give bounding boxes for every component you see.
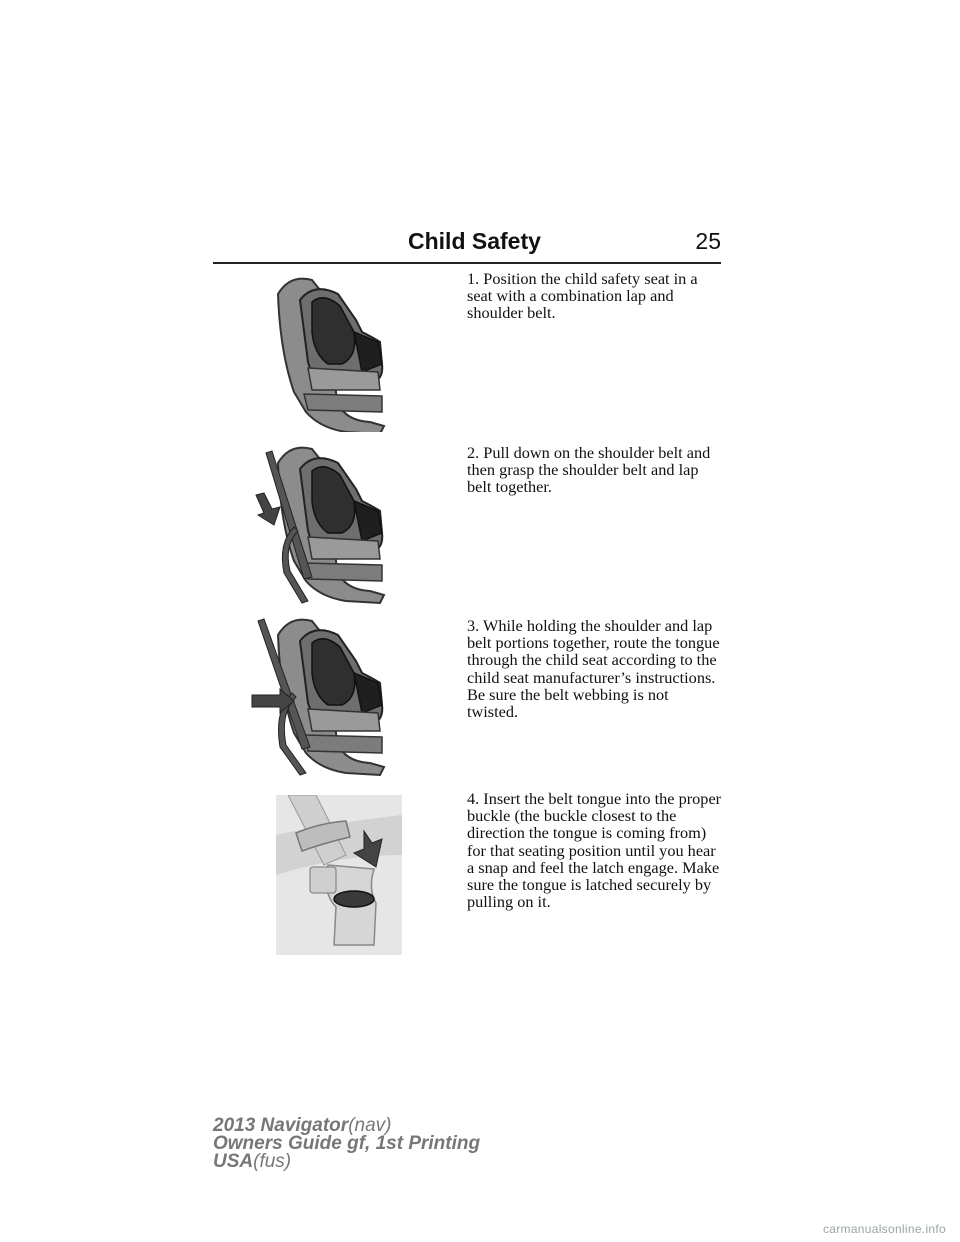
footer-market-code: (fus) <box>253 1151 292 1172</box>
child-seat-illustration-step-3 <box>250 617 410 777</box>
section-title: Child Safety <box>408 228 541 254</box>
watermark: carmanualsonline.info <box>822 1222 946 1236</box>
footer-market: USA <box>213 1151 254 1172</box>
seat-belt-buckle-illustration-step-4 <box>250 795 410 955</box>
page-number: 25 <box>695 228 721 254</box>
footer-model-code: (nav) <box>348 1115 392 1136</box>
header-rule <box>213 262 721 264</box>
step-1-text: 1. Position the child safety seat in a seat with a combination lap and shoulder belt. <box>467 269 698 323</box>
step-2-text: 2. Pull down on the shoulder belt and then grasp the shoulder belt and lap belt together. <box>467 443 711 497</box>
page-header <box>213 228 721 266</box>
step-3-text: 3. While holding the shoulder and lap belt portions together, route the tongue through the child seat according to the child seat manufacturer’s instructions. Be sure the belt webbing is not twisted. <box>467 616 720 722</box>
footer-line-3 <box>213 1153 480 1171</box>
document-footer <box>213 1117 480 1171</box>
footer-line-2: Owners Guide gf, 1st Printing <box>213 1133 481 1154</box>
child-seat-illustration-step-1 <box>250 272 410 432</box>
step-4-text: 4. Insert the belt tongue into the proper buckle (the buckle closest to the direction the tongue is coming from) for that seating position until you hear a snap and feel the latch engage. Make sure the tongue is latched securely by pulling on it. <box>467 789 722 912</box>
child-seat-illustration-step-2 <box>250 445 410 605</box>
footer-model: 2013 Navigator <box>213 1115 349 1136</box>
